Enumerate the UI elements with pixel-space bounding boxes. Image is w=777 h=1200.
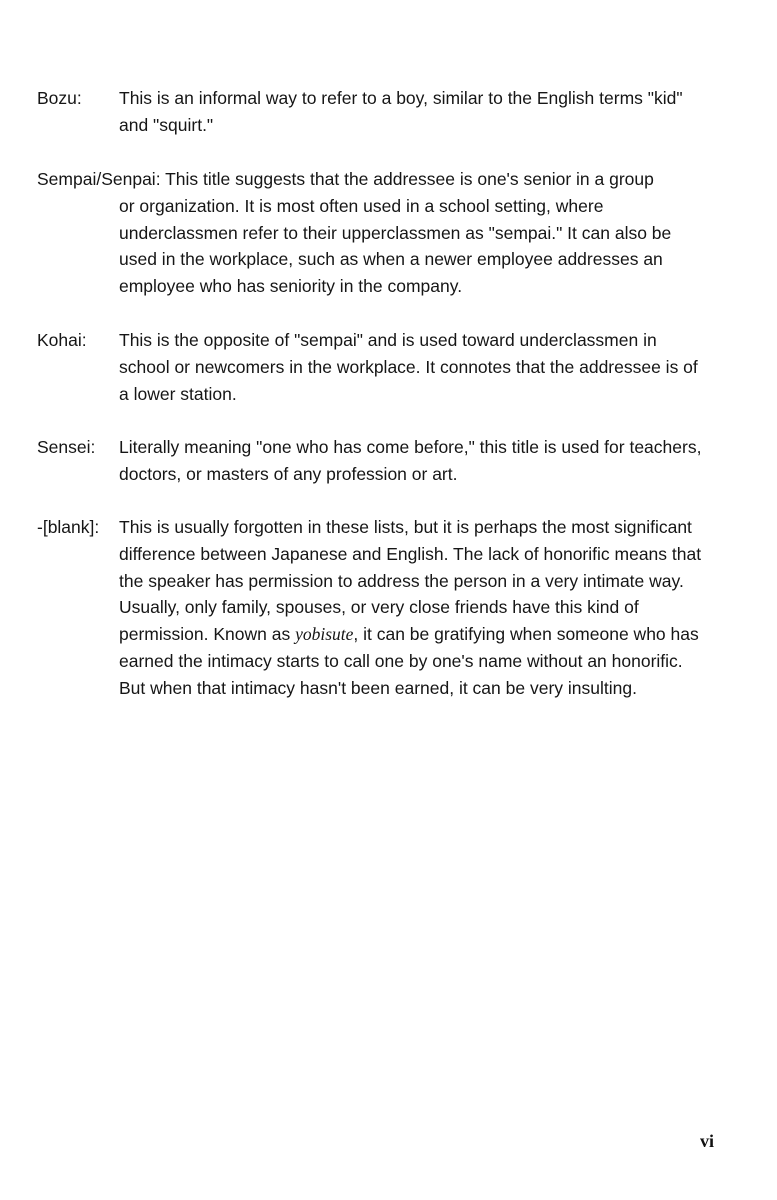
glossary-entry-bozu bbox=[37, 85, 717, 139]
italic-term-yobisute: yobisute bbox=[295, 624, 354, 645]
entry-term: Kohai: bbox=[37, 330, 87, 350]
glossary-entry-sensei bbox=[37, 434, 717, 488]
entry-definition: Literally meaning "one who has come before," this title is used for teachers, doctors, or masters of any profession or art. bbox=[119, 437, 702, 484]
definition-text-before: This is usually forgotten in these lists, but it is perhaps the most significant difference between Japanese and English. The lack of honorific means that the speaker has permission to address the person in a very intimate way. Usually, only family, spouses, or very close friends have this kind of permission. Known as bbox=[119, 517, 702, 645]
entry-definition: This is an informal way to refer to a boy, similar to the English terms "kid" and "squirt." bbox=[119, 88, 683, 135]
glossary-entry-kohai bbox=[37, 327, 717, 407]
entry-term: Bozu: bbox=[37, 88, 82, 108]
glossary-entry-blank bbox=[37, 514, 717, 702]
entry-definition-continuation: or organization. It is most often used in a school setting, where underclassmen refer to their upperclassmen as "sempai." It can also be used in the workplace, such as when a newer employee addresses an employee who has seniority in the company. bbox=[119, 195, 672, 297]
entry-definition bbox=[119, 514, 711, 702]
definition-text-after: , it can be gratifying when someone who has earned the intimacy starts to call one by one's name without an honorific. But when that intimacy hasn't been earned, it can be very insulting. bbox=[119, 624, 699, 698]
entry-definition: This is the opposite of "sempai" and is used toward underclassmen in school or newcomers in the workplace. It connotes that the addressee is of a lower station. bbox=[119, 330, 698, 404]
entry-term: Sempai/Senpai: bbox=[37, 169, 161, 189]
entry-term: Sensei: bbox=[37, 437, 96, 457]
entry-definition-first-line: This title suggests that the addressee is one's senior in a group bbox=[165, 169, 654, 189]
glossary-entry-sempai bbox=[37, 166, 717, 300]
entry-term: -[blank]: bbox=[37, 517, 100, 537]
page-number: vi bbox=[700, 1131, 715, 1151]
entry-definition-block bbox=[37, 166, 707, 300]
